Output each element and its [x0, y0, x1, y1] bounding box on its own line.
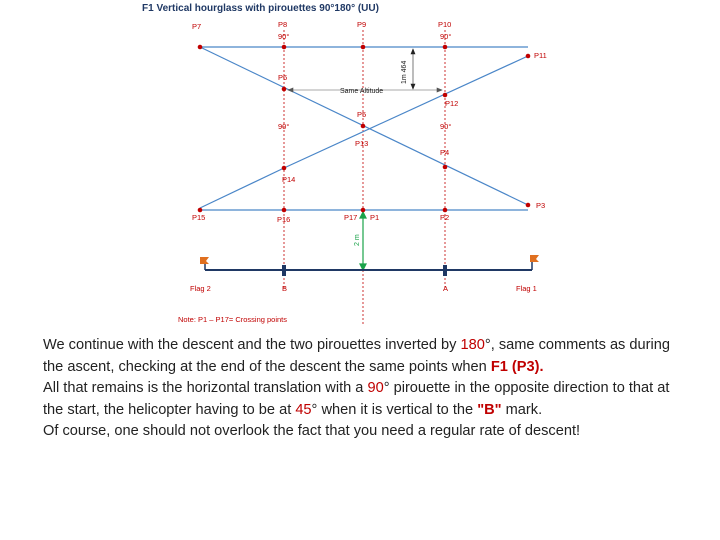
body-text: [43, 335, 693, 443]
paragraph-translation: [43, 378, 693, 421]
mark-b-highlight: "B": [477, 401, 502, 418]
mark-a-label: A: [443, 284, 449, 293]
label-p3: P3: [536, 201, 546, 210]
same-altitude-label: Same Altitude: [340, 88, 384, 95]
label-p2: P2: [440, 213, 450, 222]
label-p1: P1: [370, 213, 380, 222]
label-p9: P9: [357, 20, 367, 29]
mark-b-post: [282, 265, 286, 276]
height-arrow: [411, 49, 415, 89]
text-run: mark.: [501, 401, 543, 418]
degree-90: 90: [367, 380, 384, 396]
text-run: °, same comments as during the ascent, checking at the end of the descent the same points when: [43, 337, 670, 375]
paragraph-descent: [43, 335, 693, 378]
label-p10: P10: [438, 20, 452, 29]
label-p5: P5: [357, 110, 367, 119]
paragraph-rate: Of course, one should not overlook the fact that you need a regular rate of descent!: [43, 423, 581, 439]
label-p16: P16: [277, 215, 291, 224]
diagram-title: F1 Vertical hourglass with pirouettes 90°180° (UU): [142, 3, 379, 14]
label-p11: P11: [534, 51, 547, 60]
label-p13: P13: [355, 139, 369, 148]
label-p4: P4: [440, 148, 450, 157]
mark-a-post: [443, 265, 447, 276]
two-meter-label: 2 m: [354, 234, 361, 246]
note-label: Note: P1 – P17= Crossing points: [178, 315, 288, 324]
mark-b-label: B: [282, 284, 288, 293]
hourglass-lines: [200, 47, 528, 210]
label-p17: P17: [344, 213, 358, 222]
label-p14: P14: [282, 175, 296, 184]
degree-180: 180: [460, 337, 485, 353]
flag-2-icon: [200, 257, 209, 264]
label-p12: P12: [445, 99, 459, 108]
text-run: We continue with the descent and the two pirouettes inverted by: [43, 337, 461, 353]
flag-1-icon: [530, 255, 539, 262]
f1-p3-highlight: F1 (P3).: [490, 358, 544, 375]
vertical-guides: [284, 30, 445, 325]
angle-label-2: 90°: [440, 32, 452, 41]
angle-label-4: 90°: [440, 122, 452, 131]
label-p7: P7: [192, 22, 202, 31]
text-run: ° pirouette in the opposite direction to that at the start, the helicopter having to be at: [43, 380, 670, 418]
text-run: All that remains is the horizontal translation with a: [43, 380, 368, 396]
degree-45: 45: [295, 401, 312, 418]
height-label: 1m 464: [401, 60, 408, 84]
flag-2-label: Flag 2: [190, 284, 211, 293]
label-p6: P6: [278, 73, 288, 82]
angle-label-3: 90°: [278, 122, 290, 131]
text-run: ° when it is vertical to the: [311, 401, 478, 418]
angle-label-1: 90°: [278, 32, 290, 41]
flag-1-label: Flag 1: [516, 284, 537, 293]
label-p15: P15: [192, 213, 206, 222]
label-p8: P8: [278, 20, 288, 29]
